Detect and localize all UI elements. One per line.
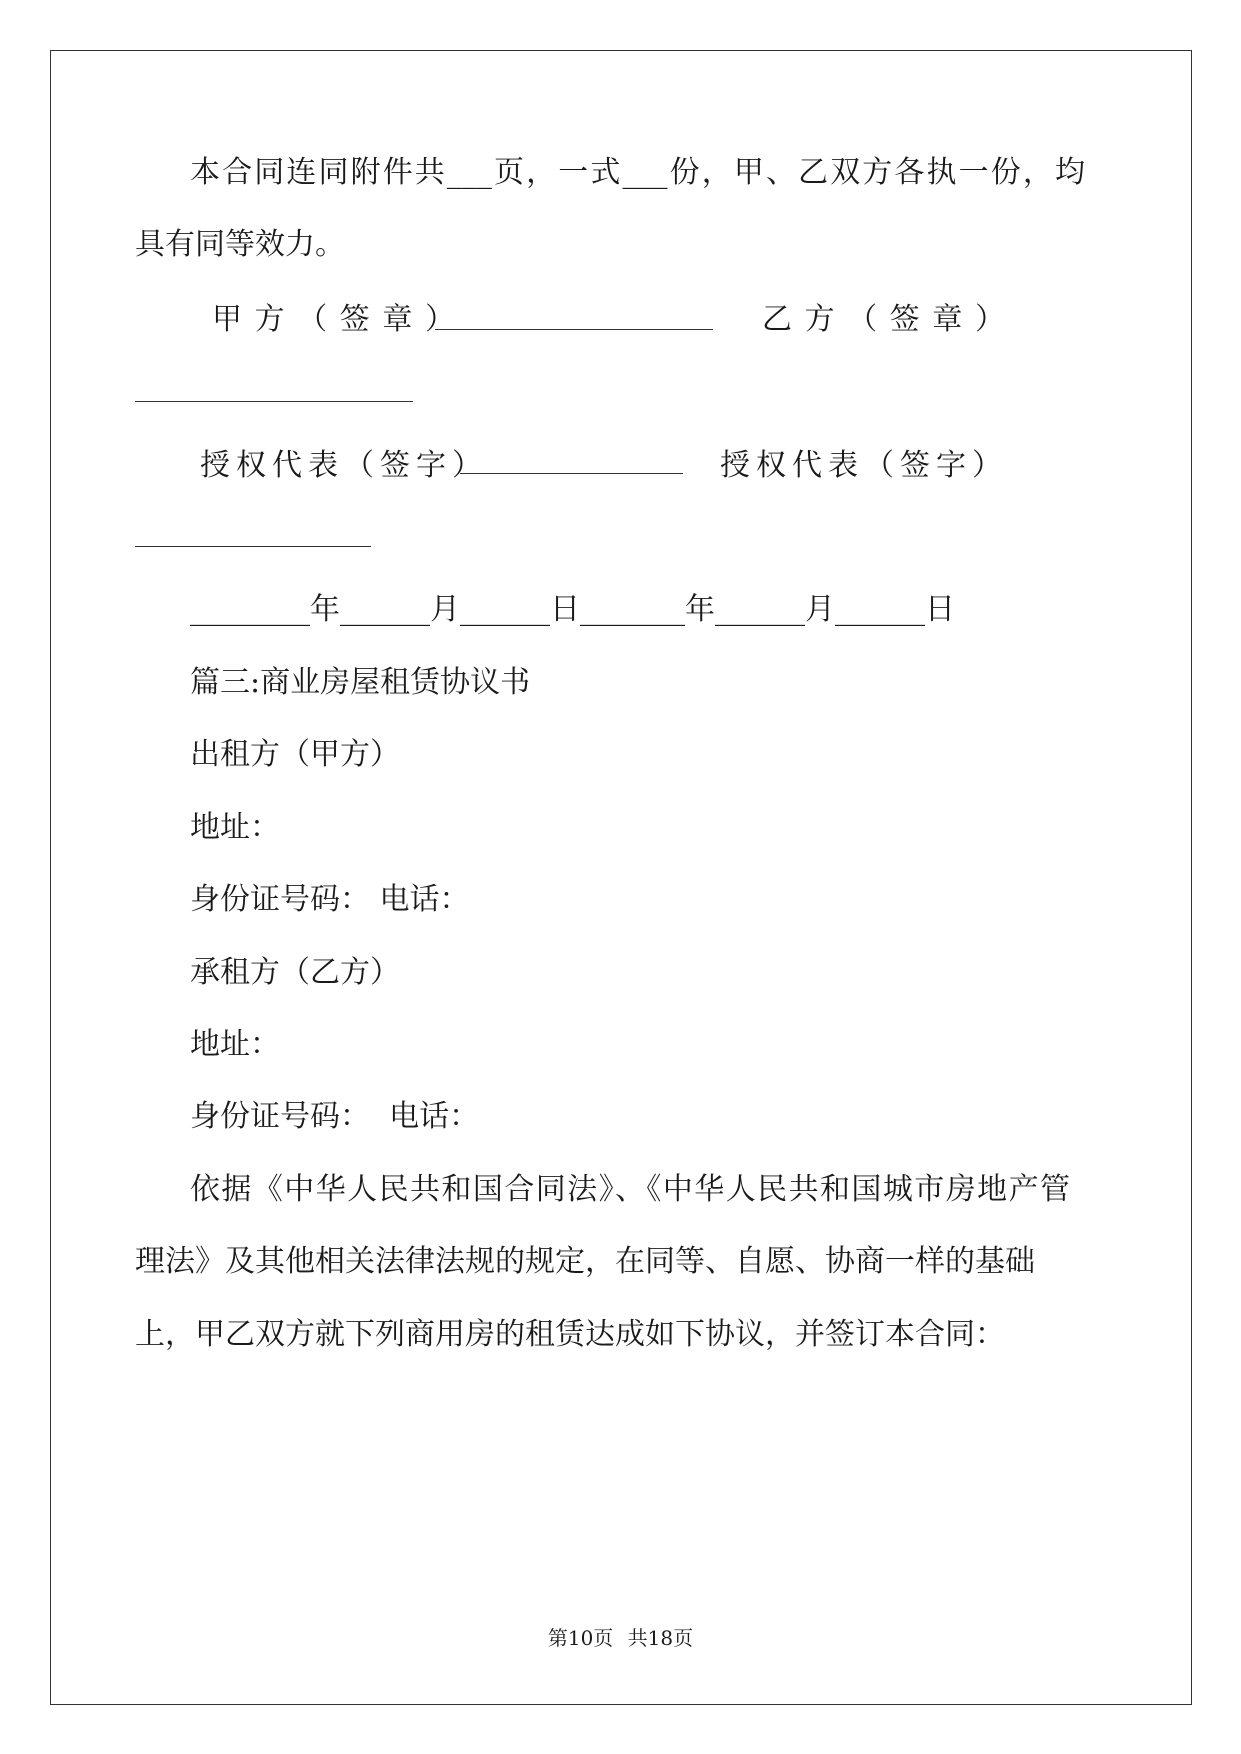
page-border [50,50,1192,1705]
date-a: ________年______月______日 [190,592,580,627]
lessee-address: 地址： [190,1027,280,1062]
basis-line-1: 依据《中华人民共和国合同法》、《中华人民共和国城市房地产管 [190,1172,1070,1207]
lessee-label: 承租方（乙方） [190,955,400,990]
party-a-signature-label: 甲方（签章） [212,302,468,337]
rep-b-signature-line [135,546,371,547]
party-a-signature-line [435,329,713,330]
basis-line-2: 理法》及其他相关法律法规的规定，在同等、自愿、协商一样的基础 [135,1244,1035,1279]
closing-line-1: 本合同连同附件共___页，一式___份，甲、乙双方各执一份，均 [190,155,1085,190]
rep-a-signature-label: 授权代表（签字） [200,448,488,483]
closing-line-2: 具有同等效力。 [135,227,345,262]
lessee-id-phone: 身份证号码： 电话： [190,1099,480,1134]
party-b-signature-label: 乙方（签章） [762,302,1018,337]
basis-line-3: 上，甲乙双方就下列商用房的租赁达成如下协议，并签订本合同： [135,1317,1005,1352]
date-b: _______年______月______日 [580,592,955,627]
lessor-address: 地址： [190,810,280,845]
page-number-current: 第10页 [547,1626,614,1650]
rep-b-signature-label: 授权代表（签字） [720,448,1008,483]
page-footer [0,1625,1241,1651]
lessor-label: 出租方（甲方） [190,737,400,772]
page-number-total: 共18页 [627,1626,694,1650]
party-b-signature-line [135,401,413,402]
lessor-id-phone: 身份证号码： 电话： [190,882,470,917]
section-title: 篇三:商业房屋租赁协议书 [190,665,531,700]
rep-a-signature-line [460,473,683,474]
